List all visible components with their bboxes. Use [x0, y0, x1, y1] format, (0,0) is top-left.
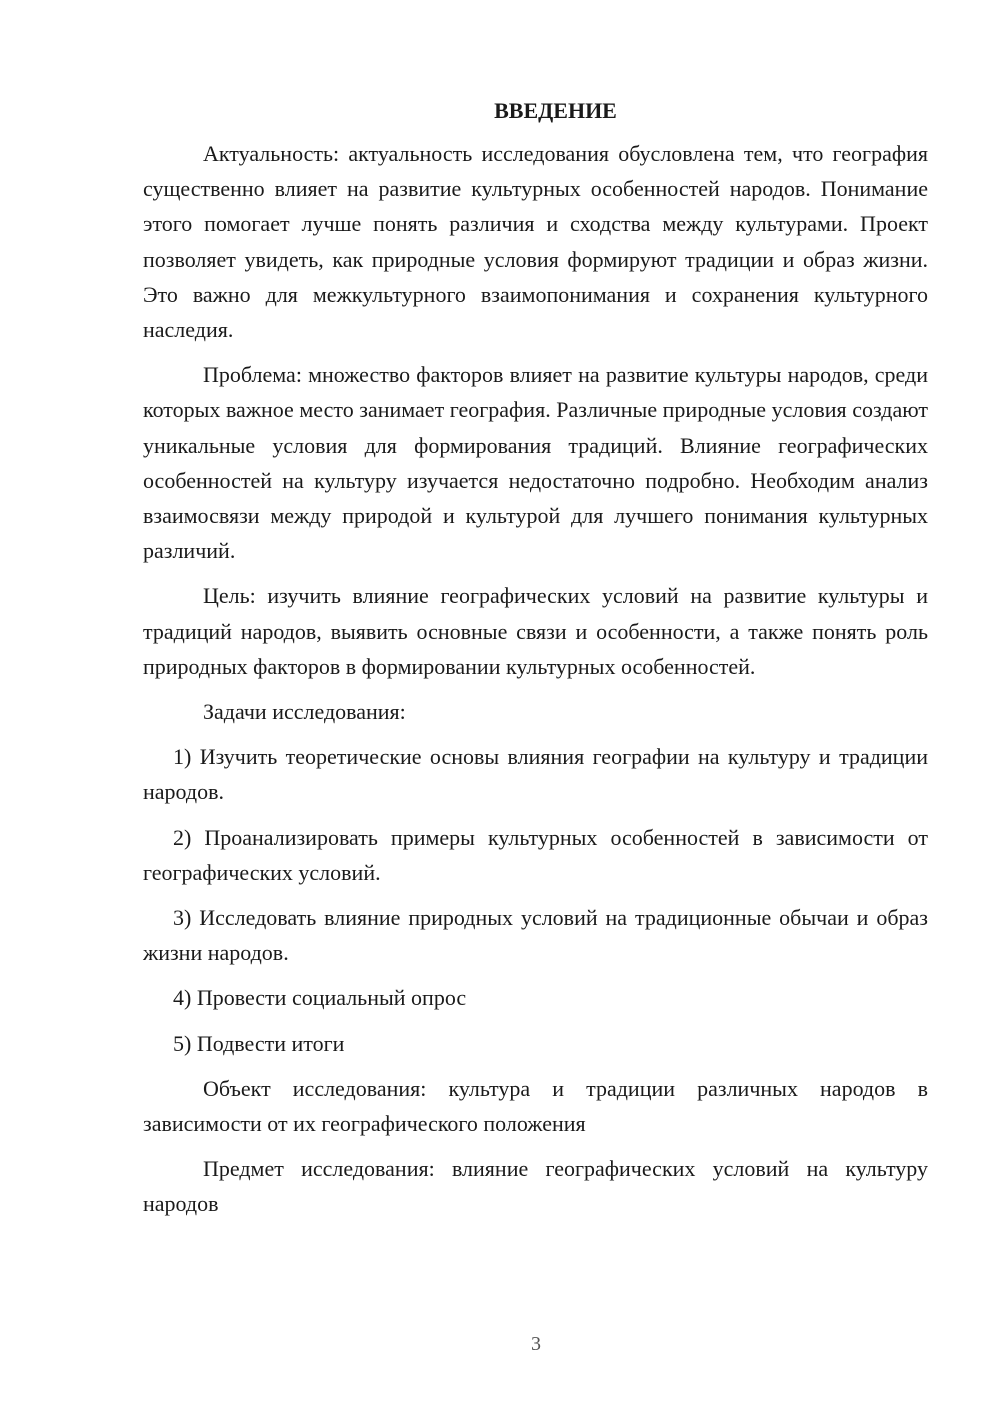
section-title: ВВЕДЕНИЕ — [494, 98, 617, 123]
task-item-5: 5) Подвести итоги — [173, 1030, 345, 1056]
task-item-4: 4) Провести социальный опрос — [173, 985, 467, 1011]
task-item-3: 3) Исследовать влияние природных условий на традиционные обычаи и образ жизни народов. — [143, 905, 928, 966]
task-item-1: 1) Изучить теоретические основы влияния географии на культуру и традиции народов. — [143, 744, 928, 805]
page-content — [143, 96, 928, 1232]
page-number: 3 — [531, 1333, 541, 1355]
relevance-paragraph: Актуальность: актуальность исследования обусловлена тем, что география существенно влияет на развитие культурных особенностей народов. Понимание этого помогает лучше понять различия и сходства между культурами. Проект позволяет увидеть, как природные условия формируют традиции и образ жизни. Это важно для межкультурного взаимопонимания и сохранения культурного наследия. — [143, 141, 928, 343]
goal-paragraph: Цель: изучить влияние географических условий на развитие культуры и традиций народов, выявить основные связи и особенности, а также понять роль природных факторов в формировании культурных особенностей. — [143, 583, 928, 679]
problem-paragraph: Проблема: множество факторов влияет на развитие культуры народов, среди которых важное место занимает география. Различные природные условия создают уникальные условия для формирования традиций. Влияние географических особенностей на культуру изучается недостаточно подробно. Необходим анализ взаимосвязи между природой и культурой для лучшего понимания культурных различий. — [143, 362, 928, 564]
task-item-2: 2) Проанализировать примеры культурных особенностей в зависимости от географических условий. — [143, 824, 928, 885]
subject-paragraph: Предмет исследования: влияние географических условий на культуру народов — [143, 1156, 928, 1217]
object-paragraph: Объект исследования: культура и традиции различных народов в зависимости от их географического положения — [143, 1075, 928, 1137]
tasks-heading: Задачи исследования: — [203, 699, 406, 725]
